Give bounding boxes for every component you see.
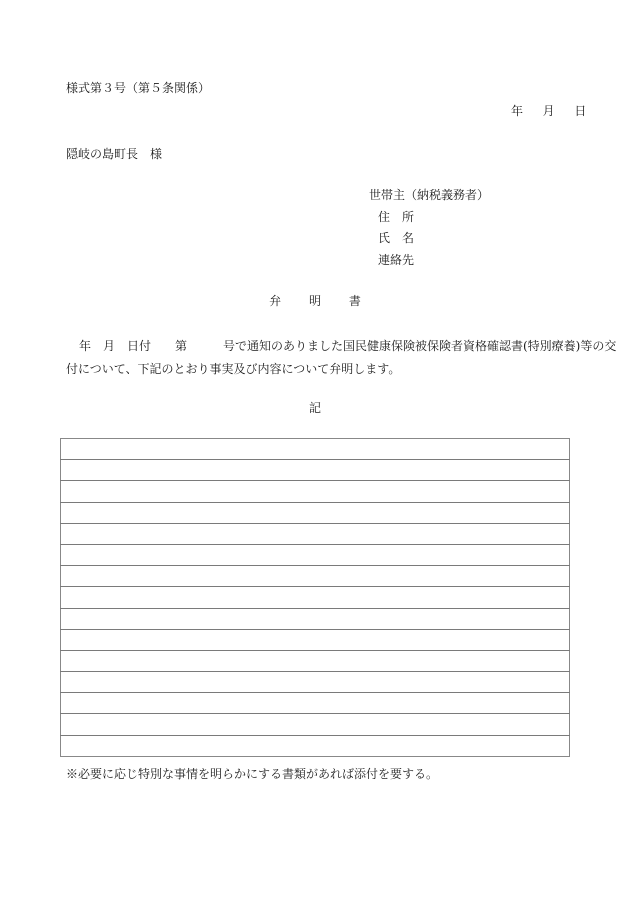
table-row [61,439,570,460]
table-cell[interactable] [61,608,570,629]
table-row [61,544,570,565]
table-cell[interactable] [61,587,570,608]
document-title [0,294,630,308]
table-cell[interactable] [61,523,570,544]
footnote: ※必要に応じ特別な事情を明らかにする書類があれば添付を要する。 [66,767,439,781]
body-line-2: 付について、下記のとおり事実及び内容について弁明します。 [66,362,401,376]
title-char-1: 弁 [269,294,282,308]
ki-heading: 記 [308,401,321,415]
table-cell[interactable] [61,693,570,714]
body-line-1: 年 月 日付 第 号で通知のありました国民健康保険被保険者資格確認書(特別療養)等の交 [79,339,617,353]
table-row [61,523,570,544]
applicant-block [369,188,489,274]
table-row [61,608,570,629]
records-table [60,438,570,757]
day-label: 日 [574,104,587,118]
year-label: 年 [511,104,524,118]
table-cell[interactable] [61,502,570,523]
table-cell[interactable] [61,481,570,502]
table-row [61,629,570,650]
date-line [511,104,586,118]
body-paragraph [66,335,617,381]
table-cell[interactable] [61,439,570,460]
table-row [61,672,570,693]
table-cell[interactable] [61,460,570,481]
table-row [61,587,570,608]
name-label: 氏 名 [378,231,415,245]
table-row [61,650,570,671]
address-label: 住 所 [378,209,415,224]
table-cell[interactable] [61,566,570,587]
table-row [61,735,570,756]
title-char-3: 書 [348,294,361,308]
table-cell[interactable] [61,629,570,650]
month-label: 月 [542,104,555,118]
table-row [61,502,570,523]
table-row [61,714,570,735]
addressee: 隠岐の島町長 様 [66,147,163,161]
table-row [61,693,570,714]
table-cell[interactable] [61,650,570,671]
table-row [61,460,570,481]
table-row [61,566,570,587]
table-row [61,481,570,502]
title-char-2: 明 [308,294,321,308]
form-number: 様式第３号（第５条関係） [66,81,211,95]
table-cell[interactable] [61,735,570,756]
table-cell[interactable] [61,714,570,735]
applicant-heading: 世帯主（納税義務者） [369,188,490,202]
contact-label: 連絡先 [378,252,415,267]
table-cell[interactable] [61,672,570,693]
table-cell[interactable] [61,544,570,565]
